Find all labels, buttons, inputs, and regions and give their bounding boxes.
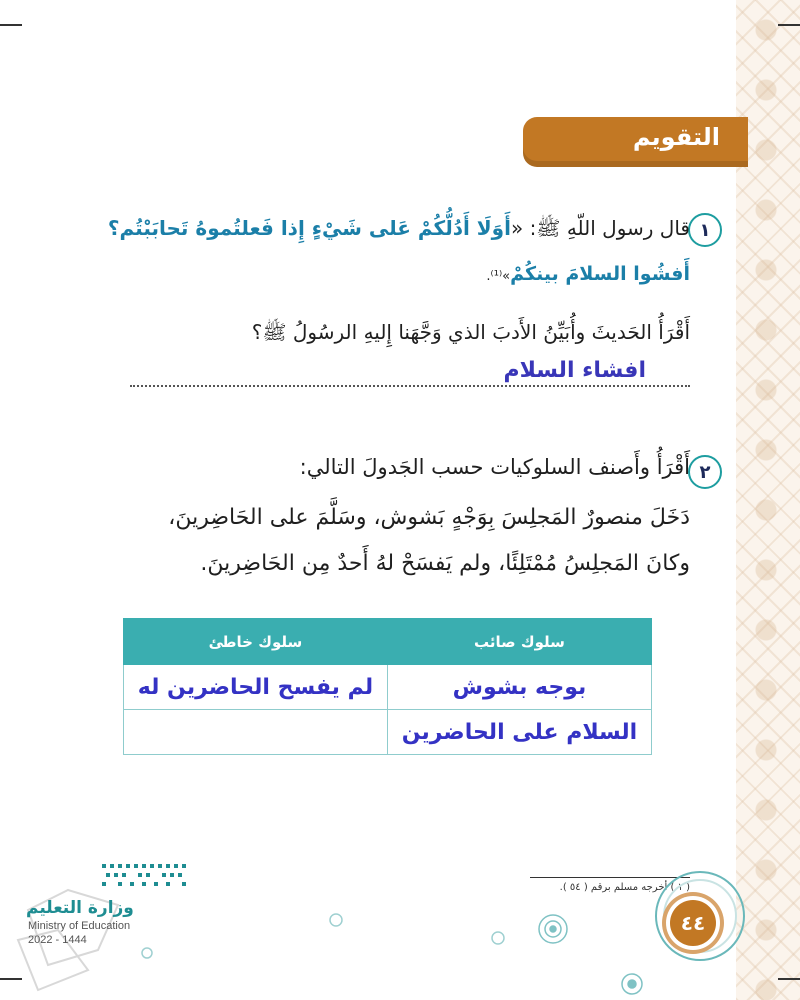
- story-line-1: دَخَلَ منصورٌ المَجلِسَ بِوَجْهٍ بَشوش، وسَلَّمَ على الحَاضِرينَ،: [168, 505, 690, 530]
- table-cell[interactable]: السلام على الحاضرين: [387, 710, 651, 755]
- hadith-line-1: [108, 216, 690, 245]
- hadith-text-1: أَوَلَا أَدُلُّكُمْ عَلى شَيْءٍ إِذا فَعلتُموهُ تَحابَبْتُم؟: [107, 216, 511, 240]
- rosette-ornament-icon: [536, 912, 570, 946]
- hadith-reference: »⁽¹⁾.: [486, 269, 511, 284]
- table-row: [124, 710, 652, 755]
- page-number: ٤٤: [670, 900, 716, 946]
- question-number-2: ٢: [688, 455, 722, 489]
- header-wrong-behavior: سلوك خاطئ: [124, 619, 388, 665]
- hadith-text-2: أَفشُوا السلامَ بينكُمْ: [510, 263, 690, 285]
- hadith-line-2: [486, 263, 690, 285]
- crop-mark: [0, 24, 22, 26]
- ministry-name-english: Ministry of Education: [28, 920, 131, 932]
- question-1-prompt: أَقْرَأُ الحَديثَ وأُبَيِّنُ الأَدبَ الذي وَجَّهَنا إِليهِ الرسُولُ ﷺ؟: [251, 320, 690, 344]
- table-row: [124, 665, 652, 710]
- table-cell[interactable]: بوجه بشوش: [387, 665, 651, 710]
- rosette-ornament-icon: [490, 930, 506, 946]
- rosette-ornament-icon: [328, 912, 344, 928]
- ministry-logo-icon: [100, 862, 192, 892]
- behavior-table: [123, 618, 652, 755]
- hadith-intro: قال رسول اللّهِ ﷺ: «: [510, 216, 690, 240]
- ministry-name-arabic: وزارة التعليم: [26, 898, 134, 918]
- answer-1-handwritten: افشاء السلام: [499, 358, 650, 383]
- header-correct-behavior: سلوك صائب: [387, 619, 651, 665]
- table-cell[interactable]: [124, 710, 388, 755]
- question-2-task: أَقْرَأُ وأَصنف السلوكيات حسب الجَدولَ التالي:: [299, 455, 690, 479]
- table-cell[interactable]: لم يفسح الحاضرين له: [124, 665, 388, 710]
- ministry-year: 2022 - 1444: [28, 934, 87, 946]
- crop-mark: [778, 978, 800, 980]
- section-title: التقويم: [632, 123, 720, 151]
- footnote: ( ١ ) أخرجه مسلم برقم ( ٥٤ ).: [559, 882, 690, 893]
- question-number-1: ١: [688, 213, 722, 247]
- rosette-ornament-icon: [620, 972, 644, 996]
- crop-mark: [778, 24, 800, 26]
- story-line-2: وكانَ المَجلِسُ مُمْتَلِئًا، ولم يَفسَحْ لهُ أَحدٌ مِن الحَاضِرينَ.: [200, 551, 690, 576]
